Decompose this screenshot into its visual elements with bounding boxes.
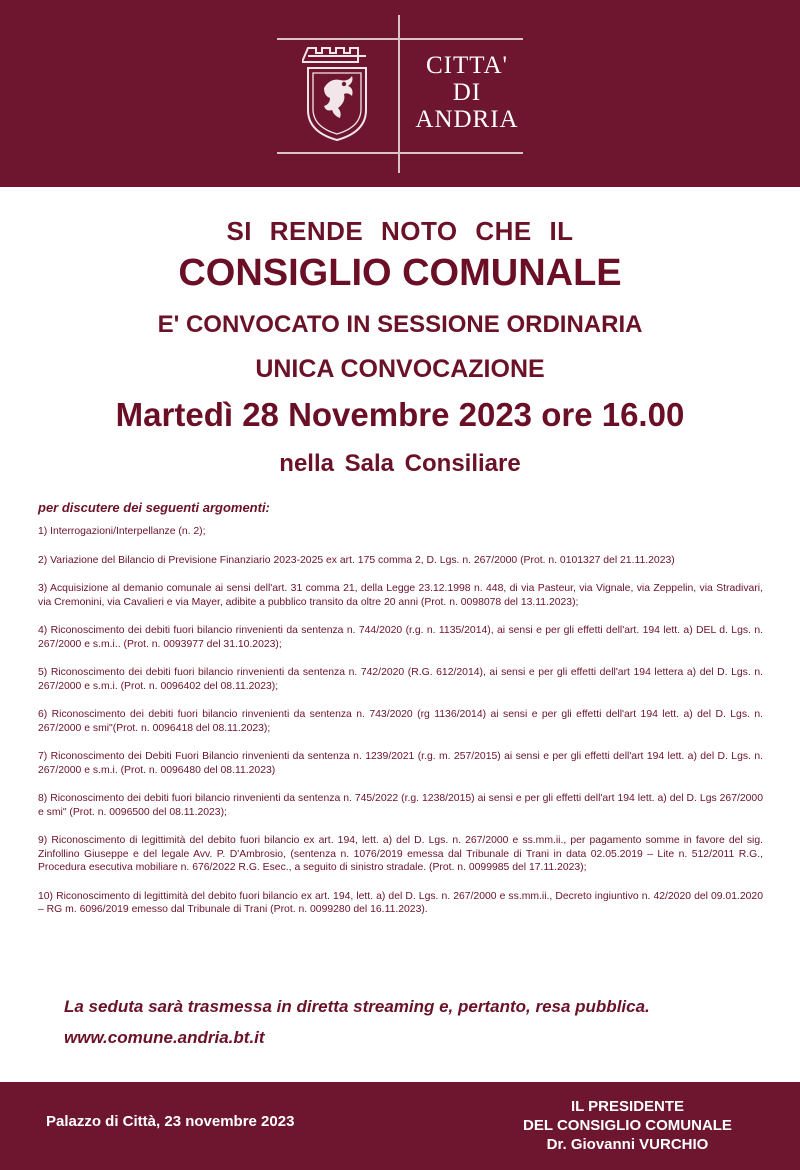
- agenda-item: 10) Riconoscimento di legittimità del debito fuori bilancio ex art. 194, lett. a) del D. Lgs. n. 267/2000 e ss.mm.ii., Decreto ingiuntivo n. 42/2020 del 09.01.2020 – RG m. 6096/2019 emesso dal Tribunale di Trani (Prot. n. 0099280 del 16.11.2023).: [38, 890, 763, 915]
- agenda-item: 2) Variazione del Bilancio di Previsione Finanziario 2023-2025 ex art. 175 comma 2, D. Lgs. n. 267/2000 (Prot. n. 0101327 del 21.11.2023): [38, 554, 675, 566]
- signature-role: DEL CONSIGLIO COMUNALE: [523, 1117, 732, 1134]
- city-name-line2: DI: [452, 79, 482, 106]
- logo-divider-bottom: [277, 152, 523, 154]
- meeting-date: Martedì 28 Novembre 2023 ore 16.00: [115, 396, 685, 433]
- city-name: [412, 52, 522, 133]
- logo-divider-vertical: [398, 15, 400, 173]
- agenda-item: 5) Riconoscimento dei debiti fuori bilancio rinvenienti da sentenza n. 742/2020 (R.G. 612/2014), ai sensi e per gli effetti dell'art 194 lettera a) del D. Lgs. n. 267/2000 e s.m.i. (Prot. n. 0096402 del 08.11.2023);: [38, 667, 763, 692]
- session-type: E' CONVOCATO IN SESSIONE ORDINARIA: [157, 311, 643, 338]
- meeting-venue: nella Sala Consiliare: [279, 450, 521, 477]
- agenda-item: 6) Riconoscimento dei debiti fuori bilancio rinvenienti da sentenza n. 743/2020 (rg 1136/2014) ai sensi e per gli effetti dell'art 194 lett. a) del D. Lgs. n. 267/2000 e smi"(Prot. n. 0096418 del 08.11.2023);: [38, 709, 763, 734]
- city-name-line3: ANDRIA: [415, 106, 519, 133]
- announcement-line: SI RENDE NOTO CHE IL: [226, 216, 574, 246]
- agenda-item: 8) Riconoscimento dei debiti fuori bilancio rinvenienti da sentenza n. 745/2022 (r.g. 1238/2015) ai sensi e per gli effetti dell'art 194 lett. a) del D. Lgs 267/2000 e smi" (Prot. n. 0096500 del 08.11.2023);: [38, 793, 763, 818]
- convocation-type: UNICA CONVOCAZIONE: [255, 355, 545, 383]
- place-date: Palazzo di Città, 23 novembre 2023: [46, 1113, 295, 1130]
- streaming-notice: La seduta sarà trasmessa in diretta streaming e, pertanto, resa pubblica.: [64, 997, 650, 1016]
- agenda-item: 7) Riconoscimento dei Debiti Fuori Bilancio rinvenienti da sentenza n. 1239/2021 (r.g. m. 257/2015) ai sensi e per gli effetti dell'art 194 lett. a) del D. Lgs. n. 267/2000 e s.m.i. (Prot. n. 0096480 del 08.11.2023): [38, 751, 763, 776]
- agenda-intro: per discutere dei seguenti argomenti:: [38, 500, 270, 515]
- council-title: CONSIGLIO COMUNALE: [178, 252, 622, 294]
- website-link[interactable]: www.comune.andria.bt.it: [64, 1028, 265, 1047]
- logo-divider-top: [277, 38, 523, 40]
- agenda-item: 3) Acquisizione al demanio comunale ai sensi dell'art. 31 comma 21, della Legge 23.12.1998 n. 448, di via Pasteur, via Vignale, via Zeppelin, via Stradivari, via Cremonini, via Cavalieri e via Mayer, adibite a pubblico transito da oltre 20 anni (Prot. n. 0098078 del 13.11.2023);: [38, 583, 763, 608]
- header-band: [0, 0, 800, 187]
- signature-title: IL PRESIDENTE: [570, 1098, 685, 1115]
- city-name-line1: CITTA': [425, 52, 509, 79]
- signature-name: Dr. Giovanni VURCHIO: [546, 1136, 709, 1153]
- agenda-list: [38, 525, 763, 932]
- agenda-item: 9) Riconoscimento di legittimità del debito fuori bilancio ex art. 194, lett. a) del D. Lgs. n. 267/2000 e ss.mm.ii., per pagamento somme in favore del sig. Zinfollino Giuseppe e del legale Avv. P. D'Ambrosio, (sentenza n. 1076/2019 emessa dal Tribunale di Trani in data 02.05.2019 – Lite n. 512/2011 R.G., Procedura esecutiva mobiliare n. 676/2022 R.G. Esec., a seguito di sinistro stradale. (Prot. n. 0099985 del 17.11.2023);: [38, 835, 763, 873]
- agenda-item: 4) Riconoscimento dei debiti fuori bilancio rinvenienti da sentenza n. 744/2020 (r.g. n. 1135/2014), ai sensi e per gli effetti dell'art. 194 lett. a) DEL d. Lgs. n. 267/2000 e s.m.i.. (Prot. n. 0093977 del 31.10.2023);: [38, 625, 763, 650]
- agenda-item: 1) Interrogazioni/Interpellanze (n. 2);: [38, 526, 206, 537]
- andria-crest-icon: [302, 44, 372, 142]
- signature-block: [500, 1097, 755, 1154]
